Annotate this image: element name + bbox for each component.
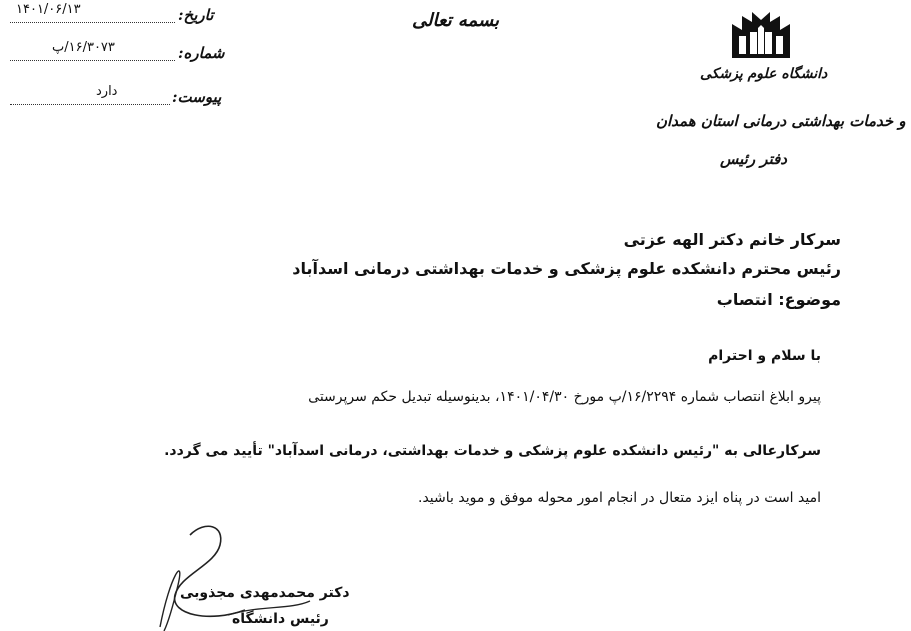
attachment-value: دارد (96, 84, 118, 99)
number-value: ۱۶/۳۰۷۳/پ (52, 40, 115, 55)
attachment-dots (10, 104, 170, 105)
letter-subject: موضوع: انتصاب (716, 290, 841, 309)
signatory-name: دکتر محمدمهدی مجذوبی (180, 585, 350, 601)
signatory-title: رئیس دانشگاه (232, 611, 329, 627)
attachment-label: پیوست: (172, 88, 222, 106)
university-logo-icon (728, 8, 794, 62)
body-line-3: امید است در پناه ایزد متعال در انجام امور محوله موفق و موید باشید. (418, 490, 821, 506)
date-dots (10, 22, 175, 23)
university-name: دانشگاه علوم پزشکی (700, 66, 828, 82)
signature-block (150, 515, 390, 631)
motto: بسمه تعالی (412, 10, 500, 31)
recipient-name: سرکار خانم دکتر الهه عزتی (623, 230, 841, 249)
recipient-title: رئیس محترم دانشکده علوم پزشکی و خدمات بهداشتی درمانی اسدآباد (292, 259, 841, 278)
body-line-2: سرکارعالی به "رئیس دانشکده علوم پزشکی و خدمات بهداشتی، درمانی اسدآباد" تأیید می گردد. (164, 443, 821, 459)
university-subtitle: و خدمات بهداشتی درمانی استان همدان (656, 112, 906, 130)
date-label: تاریخ: (178, 6, 214, 24)
office-name: دفتر رئیس (720, 150, 787, 168)
letter-meta (0, 0, 240, 110)
date-value: ۱۴۰۱/۰۶/۱۳ (16, 2, 81, 17)
body-line-1: پیرو ابلاغ انتصاب شماره ۱۶/۲۲۹۴/پ مورخ ۱۴۰۱/۰۴/۳۰، بدینوسیله تبدیل حکم سرپرستی (308, 389, 821, 405)
number-label: شماره: (178, 44, 225, 62)
number-dots (10, 60, 175, 61)
greeting: با سلام و احترام (708, 348, 821, 364)
university-block (640, 0, 911, 185)
